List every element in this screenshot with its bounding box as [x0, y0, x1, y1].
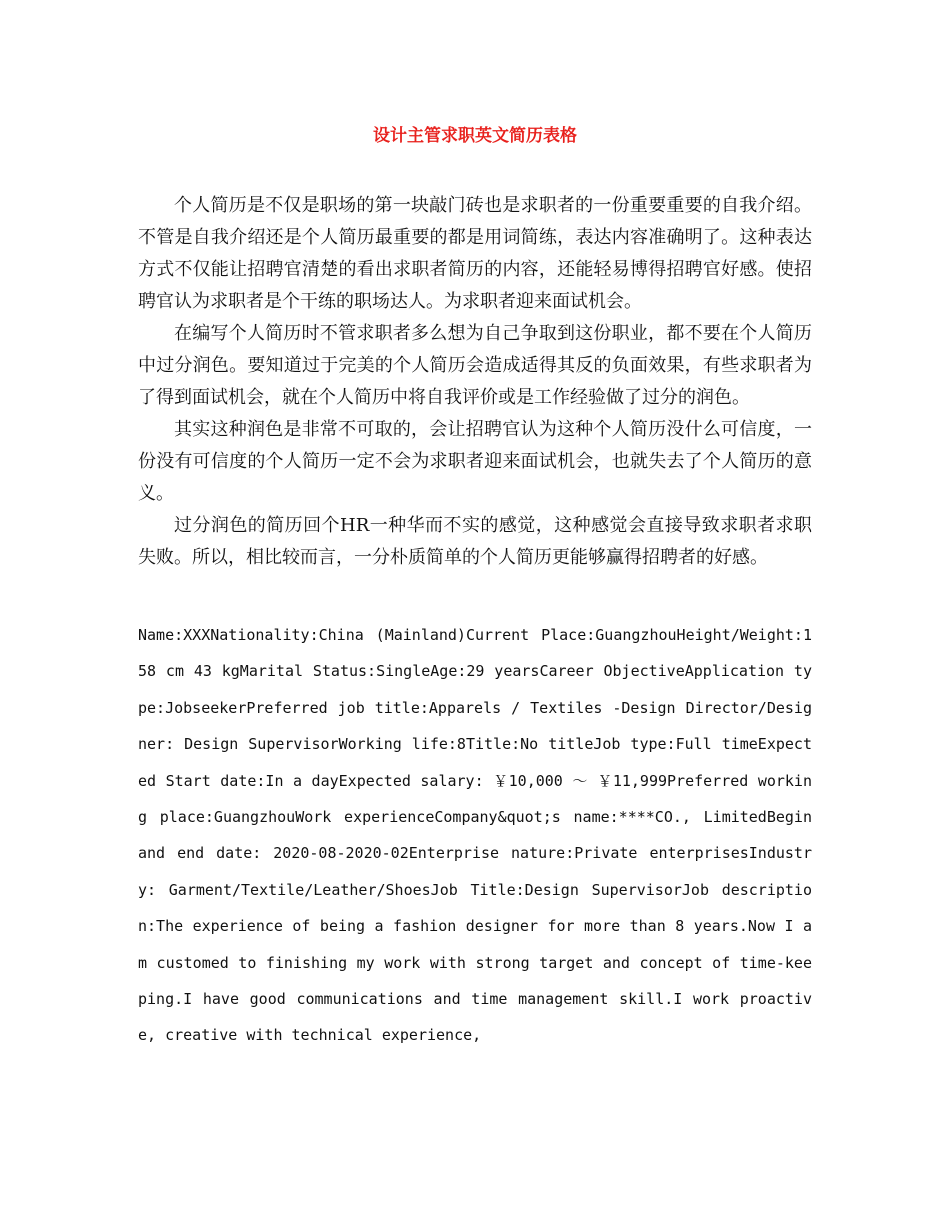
- paragraph-2: 在编写个人简历时不管求职者多么想为自己争取到这份职业，都不要在个人简历中过分润色。要知道过于完美的个人简历会造成适得其反的负面效果，有些求职者为了得到面试机会，就在个人简历中将自我评价或是工作经验做了过分的润色。: [138, 323, 812, 408]
- document-title: 设计主管求职英文简历表格: [373, 126, 577, 146]
- paragraph-1: 个人简历是不仅是职场的第一块敲门砖也是求职者的一份重要重要的自我介绍。不管是自我介绍还是个人简历最重要的都是用词简练，表达内容准确明了。这种表达方式不仅能让招聘官清楚的看出求职者简历的内容，还能轻易博得招聘官好感。使招聘官认为求职者是个干练的职场达人。为求职者迎来面试机会。: [138, 195, 812, 312]
- paragraph-3: 其实这种润色是非常不可取的，会让招聘官认为这种个人简历没什么可信度，一份没有可信度的个人简历一定不会为求职者迎来面试机会，也就失去了个人简历的意义。: [138, 419, 812, 504]
- paragraph-4: 过分润色的简历回个HR一种华而不实的感觉，这种感觉会直接导致求职者求职失败。所以，相比较而言，一分朴质简单的个人简历更能够赢得招聘者的好感。: [138, 515, 812, 568]
- resume-details-english: Name:XXXNationality:China (Mainland)Current Place:GuangzhouHeight/Weight:158 cm 43 kgMarital Status:SingleAge:29 yearsCareer ObjectiveApplication type:JobseekerPreferred job title:Apparels / Textiles -Design Director/Designer: Design SupervisorWorking life:8Title:No titleJob type:Full timeExpected Start date:In a dayExpected salary: ￥10,000 ～ ￥11,999Preferred working place:GuangzhouWork experienceCompany&quot;s name:****CO., LimitedBegin and end date: 2020-08-2020-02Enterprise nature:Private enterprisesIndustry: Garment/Textile/Leather/ShoesJob Title:Design SupervisorJob description:The experience of being a fashion designer for more than 8 years.Now I am customed to finishing my work with strong target and concept of time-keeping.I have good communications and time management skill.I work proactive, creative with technical experience,: [138, 626, 812, 1045]
- intro-body: [138, 190, 812, 574]
